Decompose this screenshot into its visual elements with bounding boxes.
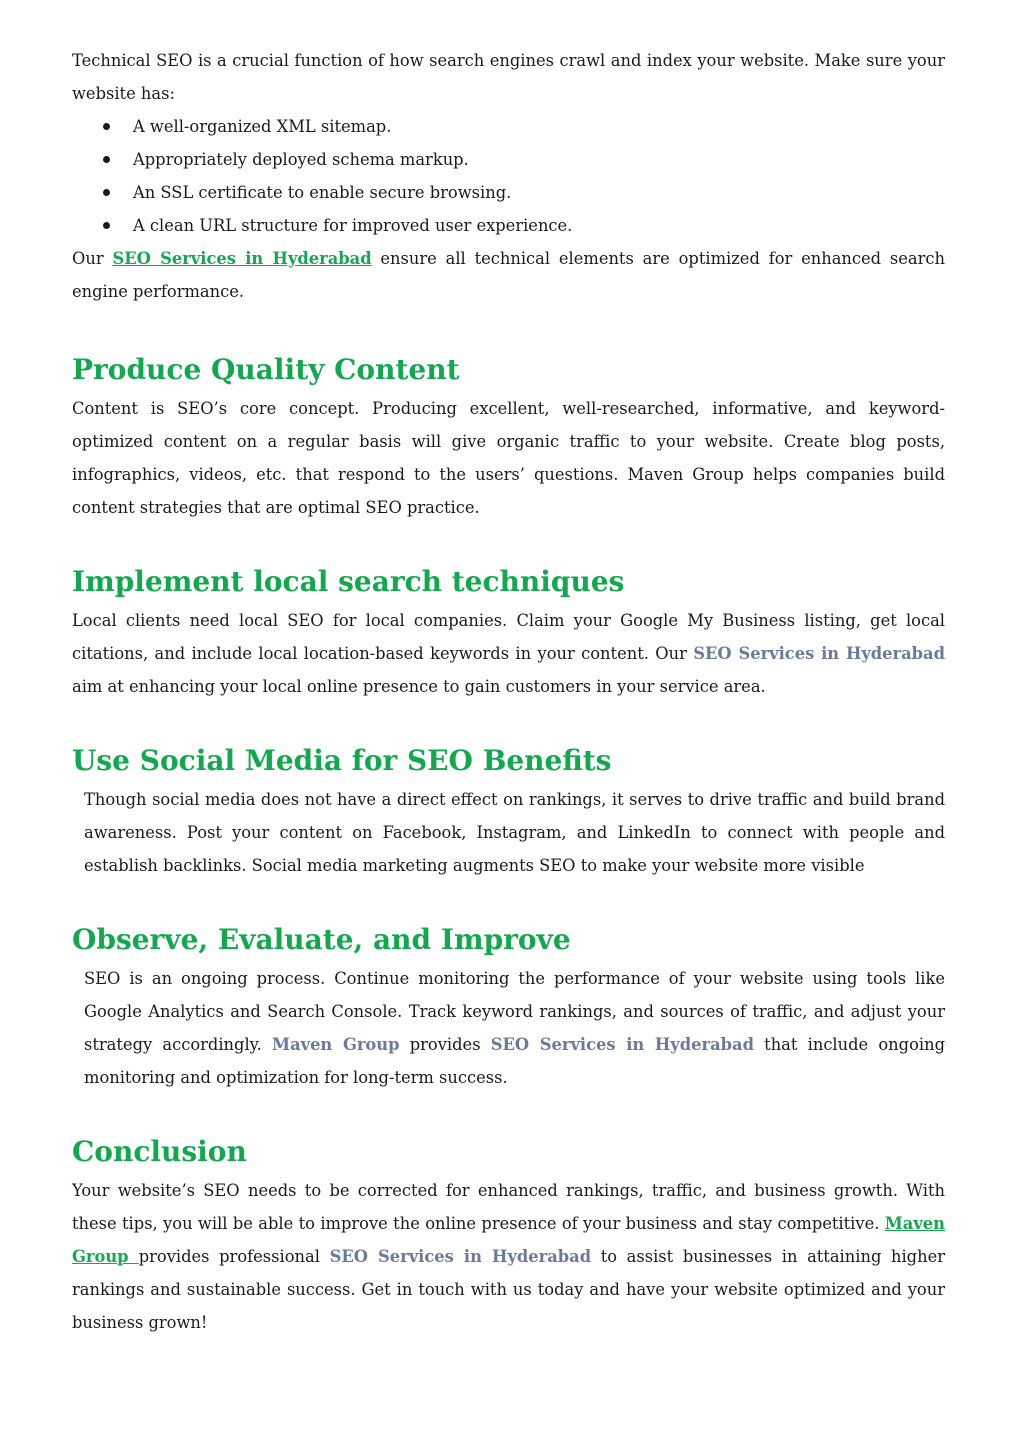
text-run: to assist businesses in attaining higher rankings and sustainable success. Get in touch with us today and have your website optimized and your business grown! [72,1247,946,1332]
technical-closing-paragraph [72,242,945,308]
section-paragraph [72,1174,945,1339]
section-paragraph [72,604,945,703]
seo-services-highlight: SEO Services in Hyderabad [490,1035,754,1054]
list-item: A clean URL structure for improved user experience. [100,209,945,242]
section-paragraph: Content is SEO’s core concept. Producing excellent, well-researched, informative, and keyword-optimized content on a regular basis will give organic traffic to your website. Create blog posts, infographics, videos, etc. that respond to the users’ questions. Maven Group helps companies build content strategies that are optimal SEO practice. [72,399,945,517]
seo-services-link[interactable]: SEO Services in Hyderabad [112,249,372,268]
text-run: aim at enhancing your local online presence to gain customers in your service area. [72,677,766,696]
text-run: that include ongoing monitoring and optimization for long-term success. [84,1035,945,1087]
section-paragraph: Though social media does not have a direct effect on rankings, it serves to drive traffic and build brand awareness. Post your content on Facebook, Instagram, and LinkedIn to connect with people and establish backlinks. Social media marketing augments SEO to make your website more visible [84,790,945,875]
local-search-section [72,562,945,703]
text-run: provides [399,1035,491,1054]
text-run: Your website’s SEO needs to be corrected for enhanced rankings, traffic, and business growth. With these tips, you will be able to improve the online presence of your business and stay competitive. [72,1181,945,1233]
brand-link[interactable]: Maven Group [72,1214,945,1266]
list-item: A well-organized XML sitemap. [100,110,945,143]
section-heading: Produce Quality Content [72,353,460,386]
list-item: Appropriately deployed schema markup. [100,143,945,176]
intro-paragraph: Technical SEO is a crucial function of how search engines crawl and index your website. Make sure your website has: [72,51,945,103]
section-paragraph [72,962,945,1094]
technical-seo-section [72,44,945,308]
technical-checklist [72,110,945,242]
section-heading: Conclusion [72,1135,247,1168]
section-heading: Use Social Media for SEO Benefits [72,744,612,777]
seo-services-highlight: SEO Services in Hyderabad [693,644,945,663]
section-heading: Implement local search techniques [72,565,625,598]
social-media-section [72,741,945,882]
text-run: SEO is an ongoing process. Continue monitoring the performance of your website using tools like Google Analytics and Search Console. Track keyword rankings, and sources of traffic, and adjust your strategy accordingly. [84,969,945,1054]
quality-content-section [72,350,945,524]
text-run: ensure all technical elements are optimized for enhanced search engine performance. [72,249,946,301]
list-item: An SSL certificate to enable secure browsing. [100,176,945,209]
seo-services-highlight: SEO Services in Hyderabad [329,1247,592,1266]
text-run: Local clients need local SEO for local companies. Claim your Google My Business listing, get local citations, and include local location-based keywords in your content. Our [72,611,945,663]
section-heading: Observe, Evaluate, and Improve [72,923,571,956]
text-run: provides professional [138,1247,330,1266]
text-run: Our [72,249,113,268]
brand-highlight: Maven Group [272,1035,400,1054]
observe-improve-section [72,920,945,1094]
conclusion-section [72,1132,945,1339]
